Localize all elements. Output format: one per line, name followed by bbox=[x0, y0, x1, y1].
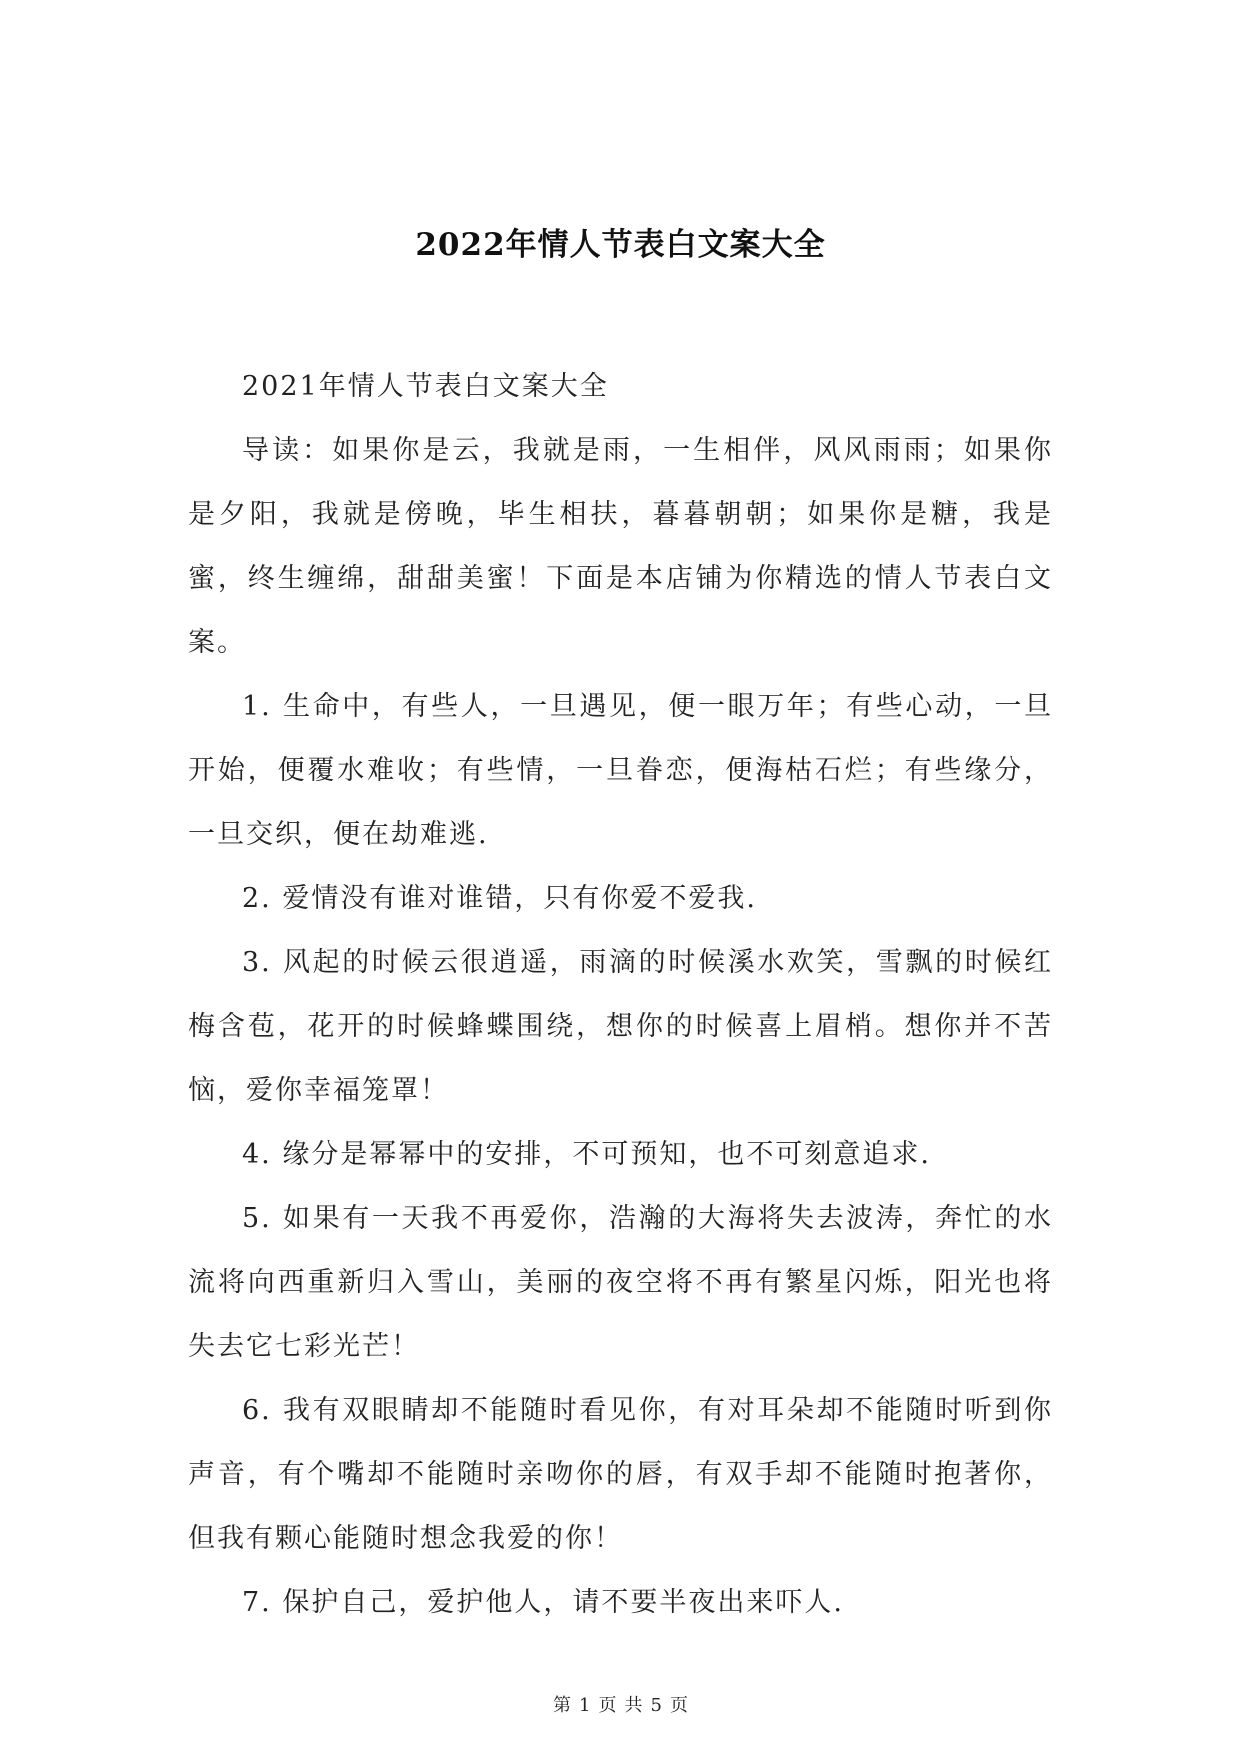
page-footer bbox=[0, 1694, 1241, 1718]
subtitle-paragraph: 2021年情人节表白文案大全 bbox=[242, 371, 609, 402]
footer-label-total-unit: 页 bbox=[669, 1695, 688, 1716]
document-body bbox=[188, 355, 1053, 1635]
list-item: 1. 生命中，有些人，一旦遇见，便一眼万年；有些心动，一旦开始，便覆水难收；有些情，一旦眷恋，便海枯石烂；有些缘分，一旦交织，便在劫难逃. bbox=[188, 691, 1053, 850]
footer-label-page-unit: 页 bbox=[598, 1695, 617, 1716]
list-item: 2. 爱情没有谁对谁错，只有你爱不爱我. bbox=[242, 883, 757, 914]
footer-label-page: 第 bbox=[553, 1695, 572, 1716]
current-page-number: 1 bbox=[579, 1695, 591, 1716]
total-pages-number: 5 bbox=[650, 1695, 662, 1716]
list-item: 7. 保护自己，爱护他人，请不要半夜出来吓人. bbox=[242, 1587, 844, 1618]
intro-paragraph: 导读：如果你是云，我就是雨，一生相伴，风风雨雨；如果你是夕阳，我就是傍晚，毕生相扶，暮暮朝朝；如果你是糖，我是蜜，终生缠绵，甜甜美蜜！下面是本店铺为你精选的情人节表白文案。 bbox=[188, 435, 1053, 658]
footer-label-total: 共 bbox=[624, 1695, 643, 1716]
list-item: 3. 风起的时候云很逍遥，雨滴的时候溪水欢笑，雪飘的时候红梅含苞，花开的时候蜂蝶围绕，想你的时候喜上眉梢。想你并不苦恼，爱你幸福笼罩！ bbox=[188, 947, 1053, 1106]
document-title: 2022年情人节表白文案大全 bbox=[415, 227, 826, 263]
list-item: 6. 我有双眼睛却不能随时看见你，有对耳朵却不能随时听到你声音，有个嘴却不能随时亲吻你的唇，有双手却不能随时抱著你，但我有颗心能随时想念我爱的你！ bbox=[188, 1395, 1053, 1554]
list-item: 5. 如果有一天我不再爱你，浩瀚的大海将失去波涛，奔忙的水流将向西重新归入雪山，美丽的夜空将不再有繁星闪烁，阳光也将失去它七彩光芒！ bbox=[188, 1203, 1053, 1362]
list-item: 4. 缘分是幂幂中的安排，不可预知，也不可刻意追求. bbox=[242, 1139, 931, 1170]
